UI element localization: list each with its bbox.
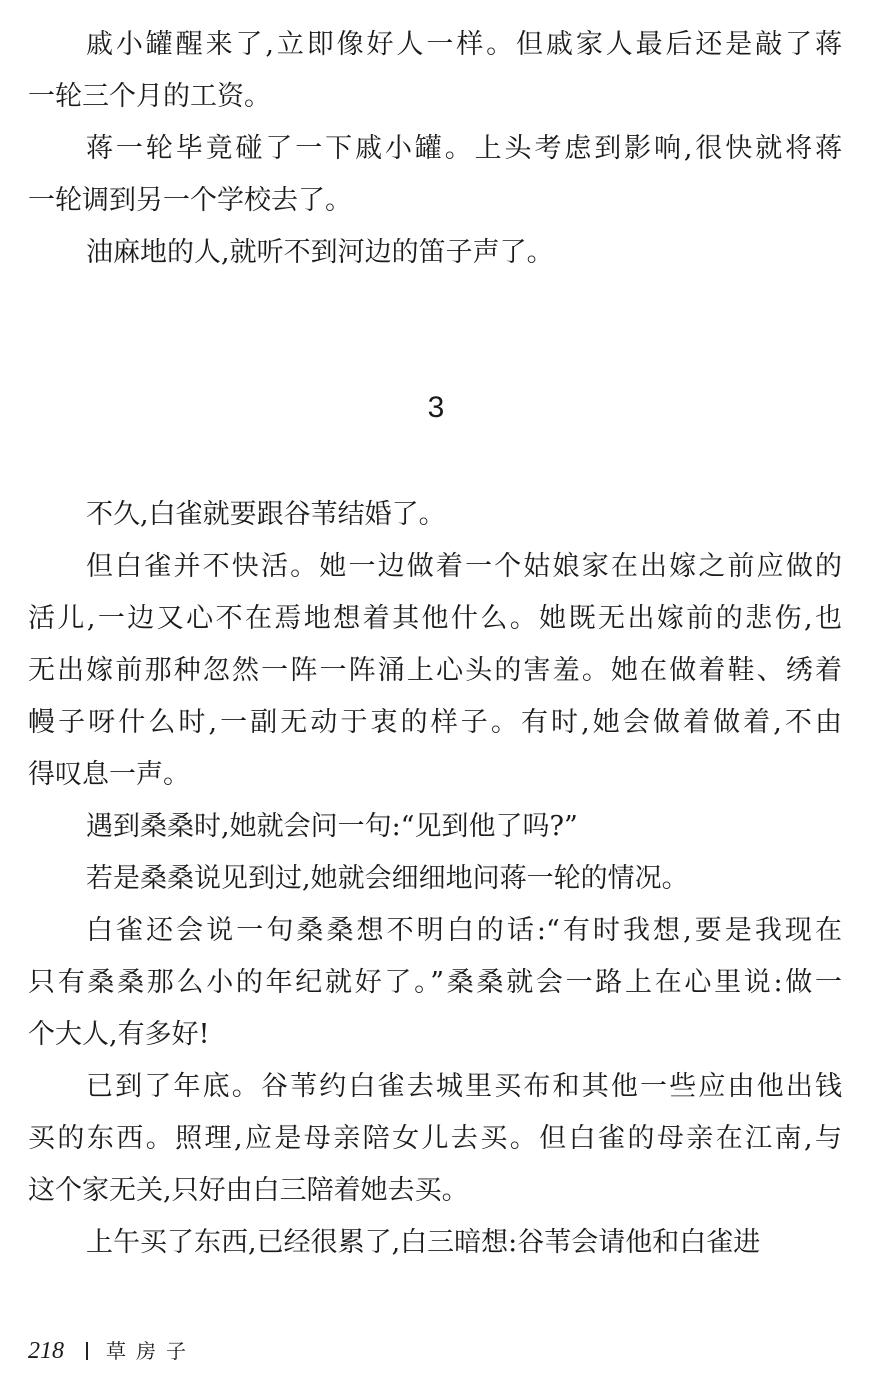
text-line: 上午买了东西,已经很累了,白三暗想:谷苇会请他和白雀进	[86, 1227, 761, 1258]
text-line: 油麻地的人,就听不到河边的笛子声了。	[86, 237, 554, 268]
paragraph	[28, 19, 842, 123]
text-line: 但白雀并不快活。她一边做着一个姑娘家在出嫁之前应做的	[86, 551, 842, 582]
paragraph	[28, 1061, 842, 1217]
paragraph	[28, 123, 842, 227]
paragraph	[28, 801, 842, 853]
text-line: 得叹息一声。	[28, 759, 190, 790]
paragraph	[28, 905, 842, 1061]
paragraph	[28, 853, 842, 905]
text-line: 一轮调到另一个学校去了。	[28, 185, 352, 216]
text-line: 无出嫁前那种忽然一阵一阵涌上心头的害羞。她在做着鞋、绣着	[28, 655, 842, 686]
text-line: 幔子呀什么时,一副无动于衷的样子。有时,她会做着做着,不由	[28, 707, 842, 738]
paragraph	[28, 489, 842, 541]
text-line: 活儿,一边又心不在焉地想着其他什么。她既无出嫁前的悲伤,也	[28, 603, 842, 634]
text-line: 个大人,有多好!	[28, 1019, 210, 1050]
book-title: 草房子	[106, 1339, 196, 1363]
page-number: 218	[28, 1338, 64, 1364]
text-line: 若是桑桑说见到过,她就会细细地问蒋一轮的情况。	[86, 863, 689, 894]
footer-divider	[86, 1342, 88, 1360]
paragraph	[28, 1217, 842, 1269]
section-2-text	[28, 489, 842, 1269]
text-line: 戚小罐醒来了,立即像好人一样。但戚家人最后还是敲了蒋	[86, 29, 842, 60]
paragraph	[28, 541, 842, 801]
text-line: 遇到桑桑时,她就会问一句:“见到他了吗?”	[86, 811, 578, 842]
chapter-heading: 3	[427, 391, 445, 424]
text-line: 买的东西。照理,应是母亲陪女儿去买。但白雀的母亲在江南,与	[28, 1123, 842, 1154]
text-line: 只有桑桑那么小的年纪就好了。”桑桑就会一路上在心里说:做一	[28, 967, 842, 998]
text-line: 已到了年底。谷苇约白雀去城里买布和其他一些应由他出钱	[86, 1071, 842, 1102]
paragraph	[28, 227, 842, 279]
text-line: 白雀还会说一句桑桑想不明白的话:“有时我想,要是我现在	[86, 915, 842, 946]
text-line: 不久,白雀就要跟谷苇结婚了。	[86, 499, 446, 530]
text-line: 这个家无关,只好由白三陪着她去买。	[28, 1175, 469, 1206]
text-line: 蒋一轮毕竟碰了一下戚小罐。上头考虑到影响,很快就将蒋	[86, 133, 842, 164]
text-line: 一轮三个月的工资。	[28, 81, 271, 112]
page-footer	[28, 1334, 196, 1368]
section-1-text	[28, 19, 842, 279]
